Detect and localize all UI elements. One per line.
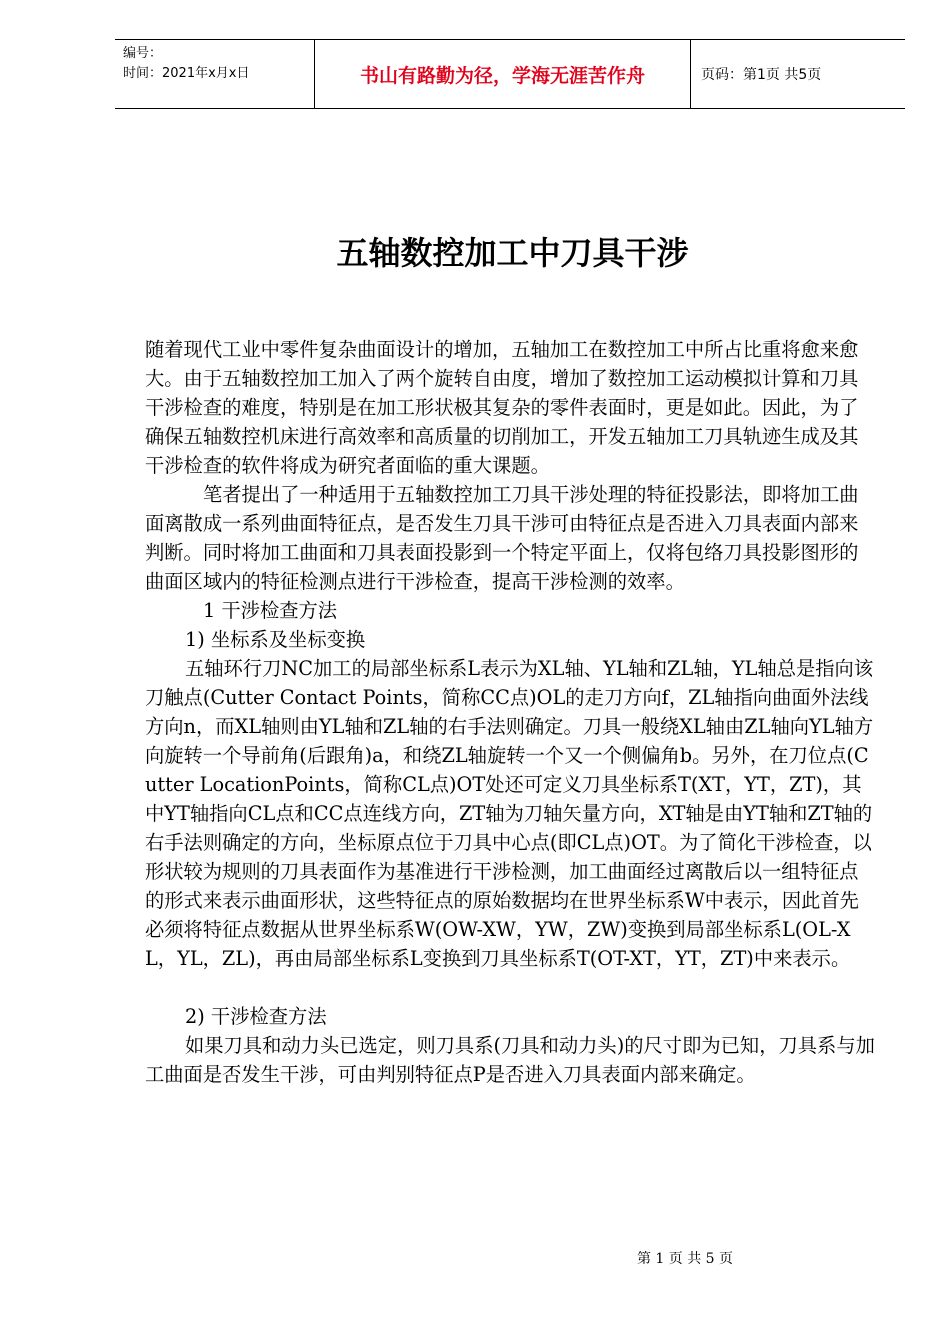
- paragraph-intro: 随着现代工业中零件复杂曲面设计的增加，五轴加工在数控加工中所占比重将愈来愈大。由于五轴数控加工加入了两个旋转自由度，增加了数控加工运动模拟计算和刀具干涉检查的难度，特别是在加工形状极其复杂的零件表面时，更是如此。因此，为了确保五轴数控机床进行高效率和高质量的切削加工，开发五轴加工刀具轨迹生成及其干涉检查的软件将成为研究者面临的重大课题。: [145, 338, 859, 477]
- paragraph-method: 笔者提出了一种适用于五轴数控加工刀具干涉处理的特征投影法，即将加工曲面离散成一系列曲面特征点，是否发生刀具干涉可由特征点是否进入刀具表面内部来判断。同时将加工曲面和刀具表面投影到一个特定平面上，仅将包络刀具投影图形的曲面区域内的特征检测点进行干涉检查，提高干涉检测的效率。: [145, 483, 859, 593]
- header-meta: [115, 40, 315, 108]
- number-label: 编号：: [123, 46, 163, 61]
- paragraph-coordinates: 五轴环行刀NC加工的局部坐标系L表示为XL轴、YL轴和ZL轴，YL轴总是指向该刀触点(Cutter Contact Points，简称CC点)OL的走刀方向f，ZL轴指向曲面外法线方向n，而XL轴则由YL轴和ZL轴的右手法则确定。刀具一般绕XL轴由ZL轴向YL轴方向旋转一个导前角(后跟角)a，和绕ZL轴旋转一个又一个侧偏角b。另外，在刀位点(Cutter LocationPoints，简称CL点)OT处还可定义刀具坐标系T(XT，YT，ZT)，其中YT轴指向CL点和CC点连线方向，ZT轴为刀轴矢量方向，XT轴是由YT轴和ZT轴的右手法则确定的方向，坐标原点位于刀具中心点(即CL点)OT。为了简化干涉检查，以形状较为规则的刀具表面作为基准进行干涉检测，加工曲面经过离散后以一组特征点的形式来表示曲面形状，这些特征点的原始数据均在世界坐标系W中表示，因此首先必须将特征点数据从世界坐标系W(OW-XW，YW，ZW)变换到局部坐标系L(OL-XL，YL，ZL)，再由局部坐标系L变换到刀具坐标系T(OT-XT，YT，ZT)中来表示。: [145, 657, 874, 970]
- subsection-heading: 2) 干涉检查方法: [185, 1005, 327, 1028]
- subsection-heading: 1) 坐标系及坐标变换: [185, 628, 366, 651]
- document-title: 五轴数控加工中刀具干涉: [336, 234, 689, 272]
- section-heading: 1 干涉检查方法: [203, 599, 338, 622]
- page-footer: 第 1 页 共 5 页: [636, 1251, 734, 1267]
- spacer: [145, 973, 875, 1002]
- document-body: [145, 335, 875, 1089]
- page-header: [115, 39, 905, 109]
- header-page-info: 页码：第1页 共5页: [701, 67, 822, 83]
- time-label: 时间：2021年x月x日: [123, 66, 250, 81]
- header-motto: 书山有路勤为径，学海无涯苦作舟: [315, 40, 691, 108]
- paragraph-interference: 如果刀具和动力头已选定，则刀具系(刀具和动力头)的尺寸即为已知，刀具系与加工曲面是否发生干涉，可由判别特征点P是否进入刀具表面内部来确定。: [145, 1034, 875, 1086]
